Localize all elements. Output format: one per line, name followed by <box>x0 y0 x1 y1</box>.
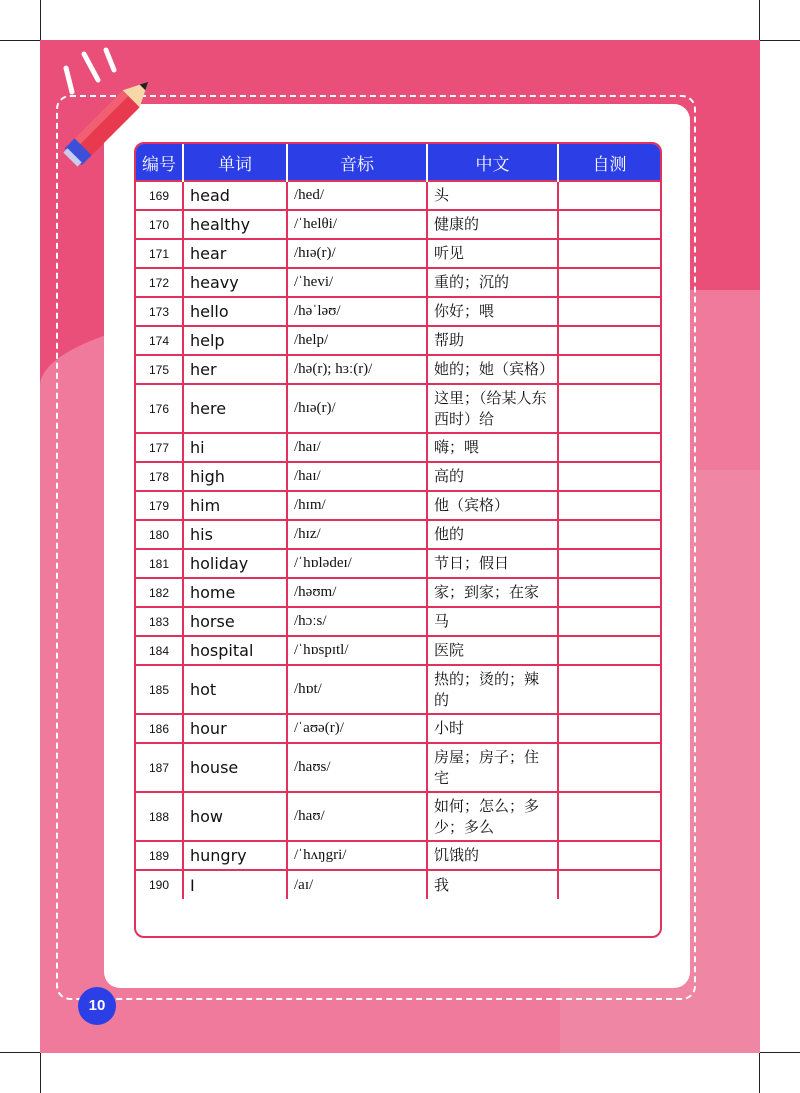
table-row <box>136 462 660 491</box>
row-number: 172 <box>136 268 183 297</box>
row-phonetic: /ˈhevi/ <box>287 268 427 297</box>
row-word: head <box>183 181 287 210</box>
row-self-test[interactable] <box>558 665 660 714</box>
row-chinese: 医院 <box>427 636 558 665</box>
row-number: 170 <box>136 210 183 239</box>
table-row <box>136 297 660 326</box>
crop-mark <box>0 1052 42 1053</box>
table-row <box>136 636 660 665</box>
row-chinese: 她的；她（宾格） <box>427 355 558 384</box>
row-chinese: 他的 <box>427 520 558 549</box>
row-word: heavy <box>183 268 287 297</box>
row-chinese: 你好；喂 <box>427 297 558 326</box>
crop-mark <box>0 40 42 41</box>
row-phonetic: /hɪə(r)/ <box>287 384 427 433</box>
table-row <box>136 665 660 714</box>
row-self-test[interactable] <box>558 433 660 462</box>
row-phonetic: /hɔːs/ <box>287 607 427 636</box>
row-phonetic: /hɪm/ <box>287 491 427 520</box>
crop-mark <box>759 1051 760 1093</box>
row-self-test[interactable] <box>558 549 660 578</box>
row-number: 187 <box>136 743 183 792</box>
row-word: how <box>183 792 287 841</box>
row-self-test[interactable] <box>558 355 660 384</box>
row-number: 188 <box>136 792 183 841</box>
row-number: 173 <box>136 297 183 326</box>
row-number: 181 <box>136 549 183 578</box>
row-phonetic: /haɪ/ <box>287 433 427 462</box>
row-self-test[interactable] <box>558 462 660 491</box>
row-word: hello <box>183 297 287 326</box>
row-chinese: 我 <box>427 870 558 899</box>
row-chinese: 帮助 <box>427 326 558 355</box>
row-chinese: 热的；烫的；辣的 <box>427 665 558 714</box>
row-number: 184 <box>136 636 183 665</box>
row-number: 185 <box>136 665 183 714</box>
row-chinese: 听见 <box>427 239 558 268</box>
row-phonetic: /hɒt/ <box>287 665 427 714</box>
table-row <box>136 714 660 743</box>
row-chinese: 头 <box>427 181 558 210</box>
header-chinese: 中文 <box>427 144 558 181</box>
table-row <box>136 384 660 433</box>
table-row <box>136 607 660 636</box>
row-phonetic: /ˈhɒspɪtl/ <box>287 636 427 665</box>
table-row <box>136 792 660 841</box>
row-phonetic: /haʊ/ <box>287 792 427 841</box>
row-phonetic: /help/ <box>287 326 427 355</box>
row-number: 178 <box>136 462 183 491</box>
row-phonetic: /həˈləʊ/ <box>287 297 427 326</box>
row-word: his <box>183 520 287 549</box>
row-self-test[interactable] <box>558 326 660 355</box>
row-self-test[interactable] <box>558 239 660 268</box>
row-self-test[interactable] <box>558 870 660 899</box>
row-chinese: 重的；沉的 <box>427 268 558 297</box>
row-word: hour <box>183 714 287 743</box>
row-word: hot <box>183 665 287 714</box>
row-self-test[interactable] <box>558 714 660 743</box>
row-chinese: 马 <box>427 607 558 636</box>
header-phonetic: 音标 <box>287 144 427 181</box>
row-number: 180 <box>136 520 183 549</box>
row-number: 186 <box>136 714 183 743</box>
row-word: horse <box>183 607 287 636</box>
crop-mark <box>758 1052 800 1053</box>
row-self-test[interactable] <box>558 491 660 520</box>
row-number: 175 <box>136 355 183 384</box>
table-row <box>136 491 660 520</box>
row-phonetic: /hɪz/ <box>287 520 427 549</box>
row-number: 189 <box>136 841 183 870</box>
table-row <box>136 841 660 870</box>
row-chinese: 家；到家；在家 <box>427 578 558 607</box>
row-number: 179 <box>136 491 183 520</box>
row-number: 182 <box>136 578 183 607</box>
table-row <box>136 433 660 462</box>
row-number: 176 <box>136 384 183 433</box>
table-row <box>136 520 660 549</box>
row-word: her <box>183 355 287 384</box>
crop-mark <box>40 1051 41 1093</box>
table-row <box>136 268 660 297</box>
row-phonetic: /ˈhʌŋgri/ <box>287 841 427 870</box>
table-row <box>136 549 660 578</box>
row-chinese: 节日；假日 <box>427 549 558 578</box>
row-word: home <box>183 578 287 607</box>
row-word: healthy <box>183 210 287 239</box>
row-chinese: 健康的 <box>427 210 558 239</box>
table-row <box>136 578 660 607</box>
row-chinese: 如何；怎么；多少；多么 <box>427 792 558 841</box>
table-row <box>136 743 660 792</box>
table-header-row <box>136 144 660 181</box>
table-row <box>136 210 660 239</box>
row-word: him <box>183 491 287 520</box>
row-phonetic: /hə(r); hɜː(r)/ <box>287 355 427 384</box>
table-row <box>136 355 660 384</box>
row-number: 190 <box>136 870 183 899</box>
row-self-test[interactable] <box>558 181 660 210</box>
row-self-test[interactable] <box>558 384 660 433</box>
row-self-test[interactable] <box>558 210 660 239</box>
row-word: high <box>183 462 287 491</box>
row-chinese: 嗨；喂 <box>427 433 558 462</box>
row-self-test[interactable] <box>558 297 660 326</box>
row-self-test[interactable] <box>558 636 660 665</box>
row-self-test[interactable] <box>558 520 660 549</box>
row-phonetic: /haɪ/ <box>287 462 427 491</box>
row-self-test[interactable] <box>558 607 660 636</box>
row-word: here <box>183 384 287 433</box>
row-chinese: 房屋；房子；住宅 <box>427 743 558 792</box>
table-row <box>136 239 660 268</box>
header-word: 单词 <box>183 144 287 181</box>
row-word: holiday <box>183 549 287 578</box>
row-number: 174 <box>136 326 183 355</box>
row-word: help <box>183 326 287 355</box>
row-chinese: 高的 <box>427 462 558 491</box>
row-number: 177 <box>136 433 183 462</box>
page-number-badge: 10 <box>78 987 116 1025</box>
row-word: hungry <box>183 841 287 870</box>
row-number: 169 <box>136 181 183 210</box>
vocabulary-table <box>134 142 662 938</box>
row-phonetic: /hed/ <box>287 181 427 210</box>
row-phonetic: /haʊs/ <box>287 743 427 792</box>
row-phonetic: /ˈhɒlədeɪ/ <box>287 549 427 578</box>
row-self-test[interactable] <box>558 268 660 297</box>
row-self-test[interactable] <box>558 792 660 841</box>
row-word: hi <box>183 433 287 462</box>
row-number: 183 <box>136 607 183 636</box>
row-phonetic: /ˈaʊə(r)/ <box>287 714 427 743</box>
row-phonetic: /həʊm/ <box>287 578 427 607</box>
row-chinese: 饥饿的 <box>427 841 558 870</box>
row-phonetic: /ˈhelθi/ <box>287 210 427 239</box>
crop-mark <box>40 0 41 42</box>
row-self-test[interactable] <box>558 841 660 870</box>
row-phonetic: /hɪə(r)/ <box>287 239 427 268</box>
header-number: 编号 <box>136 144 183 181</box>
row-chinese: 小时 <box>427 714 558 743</box>
row-self-test[interactable] <box>558 743 660 792</box>
row-word: hear <box>183 239 287 268</box>
table-row <box>136 326 660 355</box>
header-self-test: 自测 <box>558 144 660 181</box>
table-row <box>136 181 660 210</box>
row-self-test[interactable] <box>558 578 660 607</box>
row-word: house <box>183 743 287 792</box>
table-row <box>136 870 660 899</box>
row-phonetic: /aɪ/ <box>287 870 427 899</box>
row-word: hospital <box>183 636 287 665</box>
crop-mark <box>759 0 760 42</box>
row-word: I <box>183 870 287 899</box>
row-number: 171 <box>136 239 183 268</box>
row-chinese: 这里；（给某人东西时）给 <box>427 384 558 433</box>
row-chinese: 他（宾格） <box>427 491 558 520</box>
crop-mark <box>758 40 800 41</box>
